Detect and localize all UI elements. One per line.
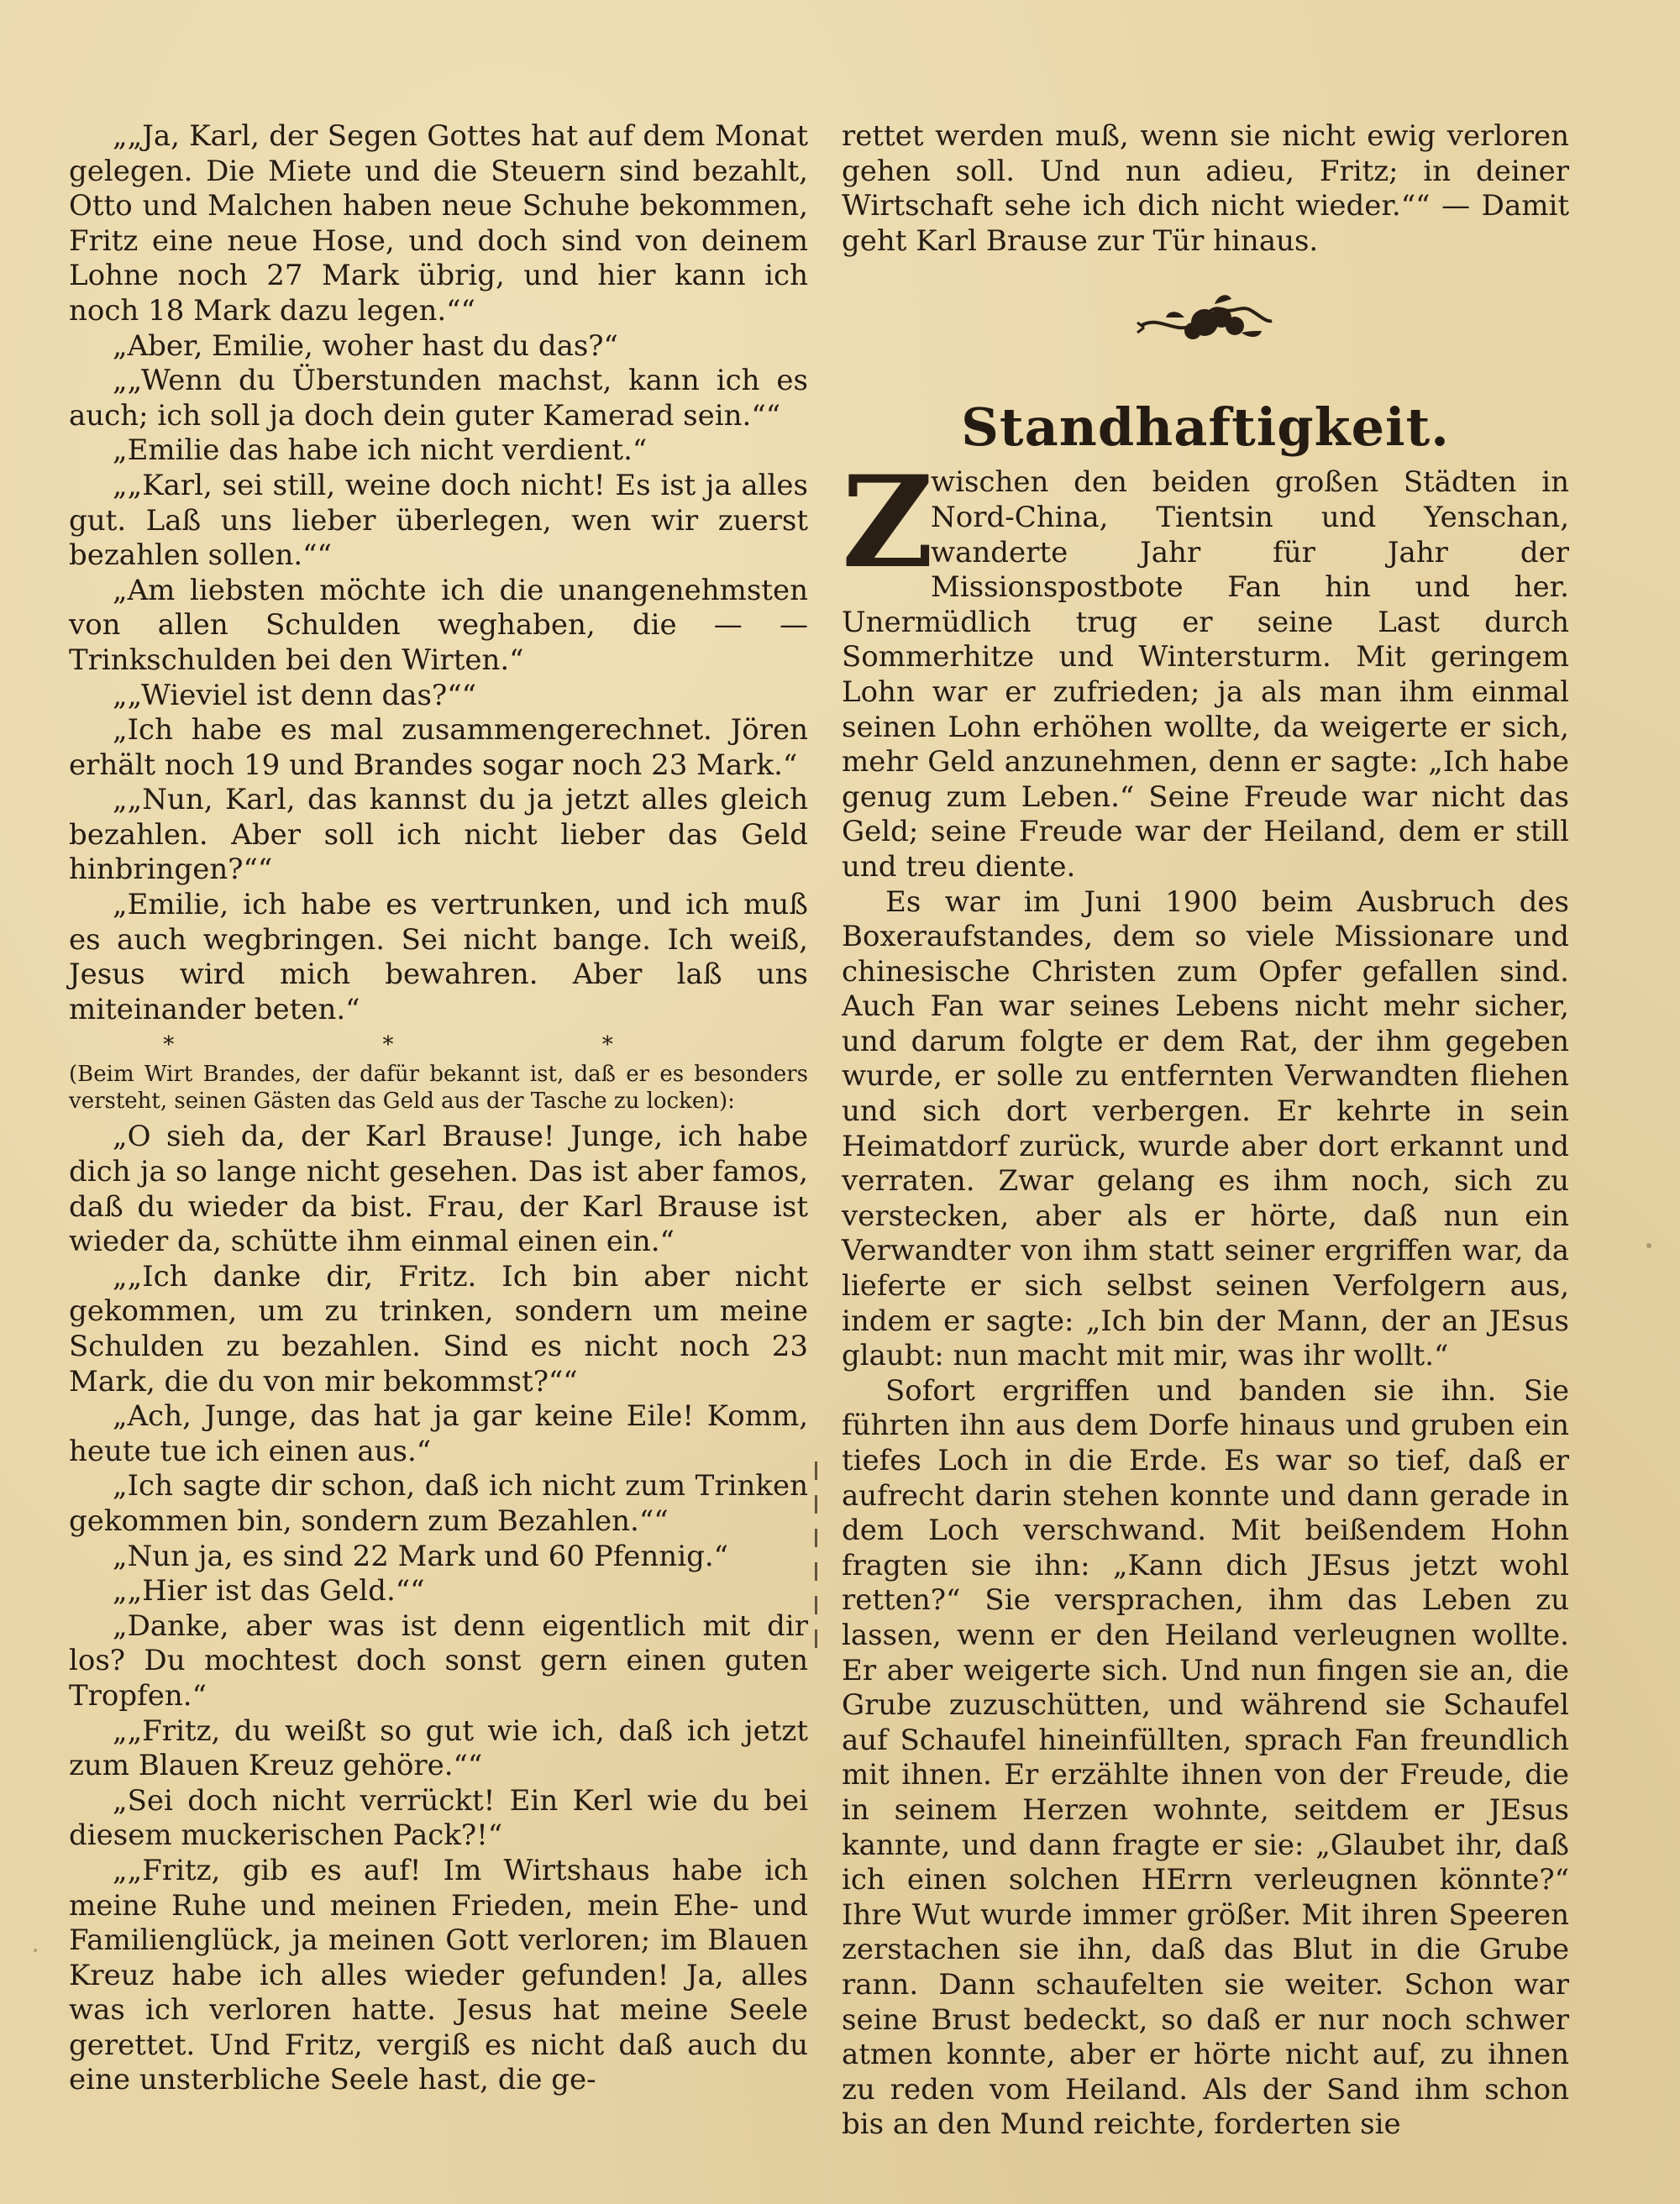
paragraph: „„Fritz, gib es auf! Im Wirtshaus habe ich meine Ruhe und meinen Frieden, mein Ehe- und Familienglück, ja meinen Gott verloren; im Blauen Kreuz habe ich alles wieder gefunden! Ja, alles was ich verloren hatte. Jesus hat meine Seele gerettet. Und Fritz, vergiß es nicht daß auch du eine unsterbliche Seele hast, die ge-: [69, 1853, 808, 2097]
paragraph: „Ich habe es mal zusammengerechnet. Jören erhält noch 19 und Brandes sogar noch 23 Mark.“: [69, 713, 808, 782]
floral-ornament-icon: [1134, 289, 1277, 356]
paragraph: „Nun ja, es sind 22 Mark und 60 Pfennig.“: [113, 1539, 729, 1573]
paragraph: „Aber, Emilie, woher hast du das?“: [113, 328, 618, 363]
paper-speck: [1109, 1008, 1113, 1012]
article-title: Standhaftigkeit.: [961, 396, 1450, 459]
paragraph: „„Nun, Karl, das kannst du ja jetzt alles gleich bezahlen. Aber soll ich nicht lieber das Geld hinbringen?““: [69, 783, 808, 887]
paragraph: „„Fritz, du weißt so gut wie ich, daß ich jetzt zum Blauen Kreuz gehöre.““: [69, 1713, 808, 1783]
paragraph: „Am liebsten möchte ich die unangenehmsten von allen Schulden weghaben, die — — Trinkschulden bei den Wirten.“: [69, 573, 808, 677]
stage-direction: (Beim Wirt Brandes, der dafür bekannt ist, daß er es besonders versteht, seinen Gästen das Geld aus der Tasche zu locken):: [69, 1062, 808, 1115]
paragraph: „„Wieviel ist denn das?““: [113, 678, 477, 712]
paragraph: „Danke, aber was ist denn eigentlich mit dir los? Du mochtest doch sonst gern einen guten Tropfen.“: [69, 1608, 808, 1713]
left-column: [69, 119, 808, 2098]
first-paragraph: [842, 449, 1569, 884]
paragraph: „Sei doch nicht verrückt! Ein Kerl wie du bei diesem muckerischen Pack?!“: [69, 1783, 808, 1853]
paper-speck: [34, 1949, 37, 1952]
right-column: [842, 119, 1569, 2143]
floral-ornament-icon: [842, 289, 1569, 365]
paragraph: „Ich sagte dir schon, daß ich nicht zum Trinken gekommen bin, sondern zum Bezahlen.““: [69, 1469, 808, 1538]
paragraph: „„Karl, sei still, weine doch nicht! Es ist ja alles gut. Laß uns lieber überlegen, wen wir zuerst bezahlen sollen.““: [69, 468, 808, 573]
first-paragraph-text: wischen den beiden großen Städten in Nord-China, Tientsin und Yenschan, wanderte Jahr für Jahr der Missionspostbote Fan hin und her. Unermüdlich trug er seine Last durch Sommerhitze und Wintersturm. Mit geringem Lohn war er zufrieden; ja als man ihm einmal seinen Lohn erhöhen wollte, da weigerte er sich, mehr Geld anzunehmen, denn er sagte: „Ich habe genug zum Leben.“ Seine Freude war nicht das Geld; seine Freude war der Heiland, dem er still und treu diente.: [842, 465, 1569, 884]
continuation-paragraph: rettet werden muß, wenn sie nicht ewig verloren gehen soll. Und nun adieu, Fritz; in deiner Wirtschaft sehe ich dich nicht wieder.““ — Damit geht Karl Brause zur Tür hinaus.: [842, 119, 1569, 258]
paragraph: Sofort ergriffen und banden sie ihn. Sie führten ihn aus dem Dorfe hinaus und gruben ein tiefes Loch in die Erde. Es war so tief, daß er aufrecht darin stehen konnte und dann gerade in dem Loch verschwand. Mit beißendem Hohn fragten sie ihn: „Kann dich JEsus jetzt wohl retten?“ Sie versprachen, ihm das Leben zu lassen, wenn er den Heiland verleugnen wollte. Er aber weigerte sich. Und nun fingen sie an, die Grube zuzuschütten, und während sie Schaufel auf Schaufel hineinfüllten, sprach Fan freundlich mit ihnen. Er erzählte ihnen von der Freude, die in seinem Herzen wohnte, seitdem er JEsus kannte, und dann fragte er sie: „Glaubet ihr, daß ich einen solchen HErrn verleugnen könnte?“ Ihre Wut wurde immer größer. Mit ihren Speeren zerstachen sie ihn, daß das Blut in die Grube rann. Dann schaufelten sie weiter. Schon war seine Brust bedeckt, so daß er nur noch schwer atmen konnte, aber er hörte nicht auf, zu ihnen zu reden vom Heiland. Als der Sand ihm schon bis an den Mund reichte, forderten sie: [842, 1373, 1569, 2142]
paragraph: „„Hier ist das Geld.““: [113, 1574, 425, 1608]
paragraph: „O sieh da, der Karl Brause! Junge, ich habe dich ja so lange nicht gesehen. Das ist aber famos, daß du wieder da bist. Frau, der Karl Brause ist wieder da, schütte ihm einmal einen ein.“: [69, 1120, 808, 1259]
paper-speck: [1646, 1243, 1651, 1248]
drop-cap-initial: Z: [842, 449, 934, 597]
paragraph: „„Wenn du Überstunden machst, kann ich es auch; ich soll ja doch dein guter Kamerad sein.““: [69, 364, 808, 433]
paragraph: „Emilie das habe ich nicht verdient.“: [113, 433, 648, 468]
paragraph: „„Ich danke dir, Fritz. Ich bin aber nicht gekommen, um zu trinken, sondern um meine Schulden zu bezahlen. Sind es nicht noch 23 Mark, die du von mir bekommst?““: [69, 1259, 808, 1398]
paragraph: „„Ja, Karl, der Segen Gottes hat auf dem Monat gelegen. Die Miete und die Steuern sind bezahlt, Otto und Malchen haben neue Schuhe bekommen, Fritz eine neue Hose, und doch sind von deinem Lohne noch 27 Mark übrig, und hier kann ich noch 18 Mark dazu legen.““: [69, 119, 808, 328]
paragraph: Es war im Juni 1900 beim Ausbruch des Boxeraufstandes, dem so viele Missionare und chinesische Christen zum Opfer gefallen sind. Auch Fan war seines Lebens nicht mehr sicher, und darum folgte er dem Rat, der ihm gegeben wurde, er solle zu entfernten Verwandten fliehen und sich dort verbergen. Er kehrte in sein Heimatdorf zurück, wurde aber dort erkannt und verraten. Zwar gelang es ihm noch, sich zu verstecken, aber als er hörte, daß nun ein Verwandter von ihm statt seiner ergriffen war, da lieferte er sich selbst seinen Verfolgern aus, indem er sagte: „Ich bin der Mann, der an JEsus glaubt: nun macht mit mir, was ihr wollt.“: [842, 884, 1569, 1373]
paragraph: „Emilie, ich habe es vertrunken, und ich muß es auch wegbringen. Sei nicht bange. Ich weiß, Jesus wird mich bewahren. Aber laß uns miteinander beten.“: [69, 888, 808, 1026]
column-divider: [815, 1461, 817, 1655]
paragraph: „Ach, Junge, das hat ja gar keine Eile! Komm, heute tue ich einen aus.“: [69, 1399, 808, 1468]
section-break-stars: * * *: [163, 1032, 714, 1058]
